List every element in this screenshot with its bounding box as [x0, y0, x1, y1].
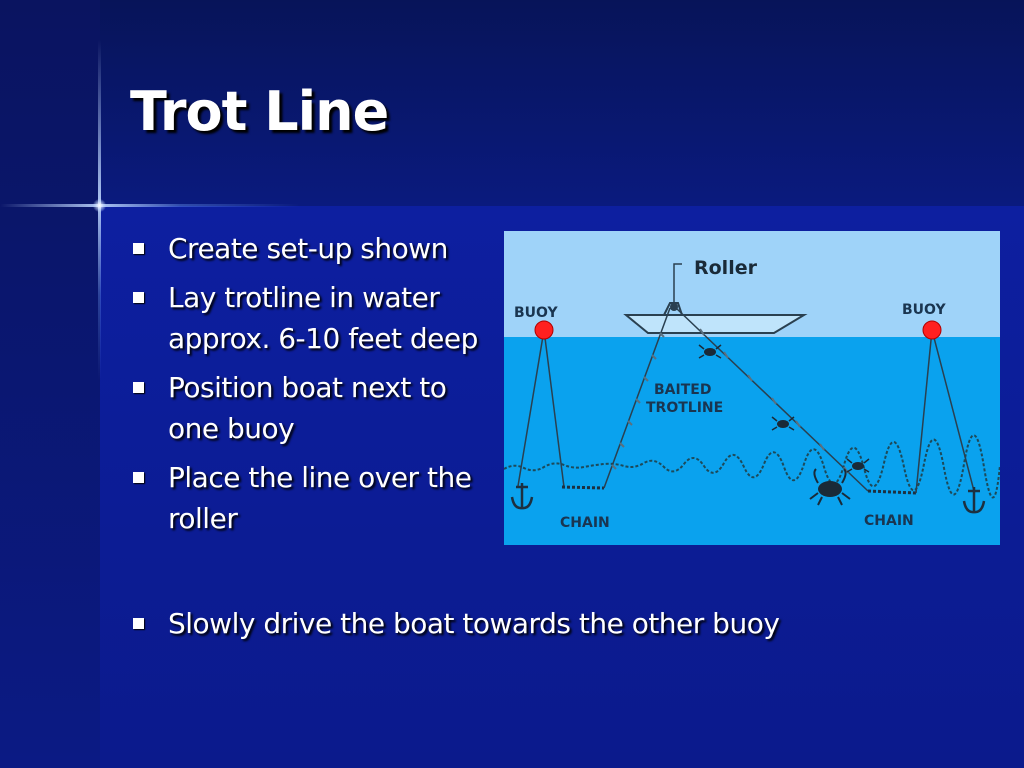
bullet-square-icon	[133, 618, 144, 629]
slide-title: Trot Line	[130, 80, 389, 143]
bullet-item	[130, 457, 490, 539]
background-left-panel	[0, 0, 100, 768]
buoy-right-label: BUOY	[902, 302, 946, 318]
left-chain	[562, 487, 604, 488]
bullet-text: Create set-up shown	[168, 232, 448, 265]
roller-label: Roller	[694, 257, 757, 279]
bullet-text: Place the line over the roller	[168, 461, 472, 535]
chain-left-label: CHAIN	[560, 515, 610, 531]
roller-wheel	[670, 303, 678, 311]
bullet-item-wide	[130, 603, 1024, 644]
trotline-label-line2: TROTLINE	[646, 400, 724, 416]
trotline-diagram-svg	[504, 231, 1000, 545]
water-area	[504, 337, 1000, 545]
chain-right-label: CHAIN	[864, 513, 914, 529]
trotline-diagram	[504, 231, 1000, 545]
buoy-left-label: BUOY	[514, 305, 558, 321]
bullet-text: Position boat next to one buoy	[168, 371, 447, 445]
right-buoy-icon	[923, 321, 941, 339]
bullet-square-icon	[133, 382, 144, 393]
bullet-text: Lay trotline in water approx. 6-10 feet deep	[168, 281, 478, 355]
bullet-item	[130, 228, 490, 269]
bullet-text: Slowly drive the boat towards the other buoy	[168, 607, 780, 640]
bullet-item	[130, 277, 490, 359]
boat-hull	[626, 315, 804, 333]
trotline-label-line1: BAITED	[654, 382, 712, 398]
bullet-list	[130, 228, 490, 547]
bullet-item	[130, 367, 490, 449]
decorative-flare-star	[93, 199, 106, 212]
bullet-square-icon	[133, 472, 144, 483]
bullet-square-icon	[133, 243, 144, 254]
left-buoy-icon	[535, 321, 553, 339]
decorative-flare-horizontal	[0, 204, 300, 207]
bullet-square-icon	[133, 292, 144, 303]
